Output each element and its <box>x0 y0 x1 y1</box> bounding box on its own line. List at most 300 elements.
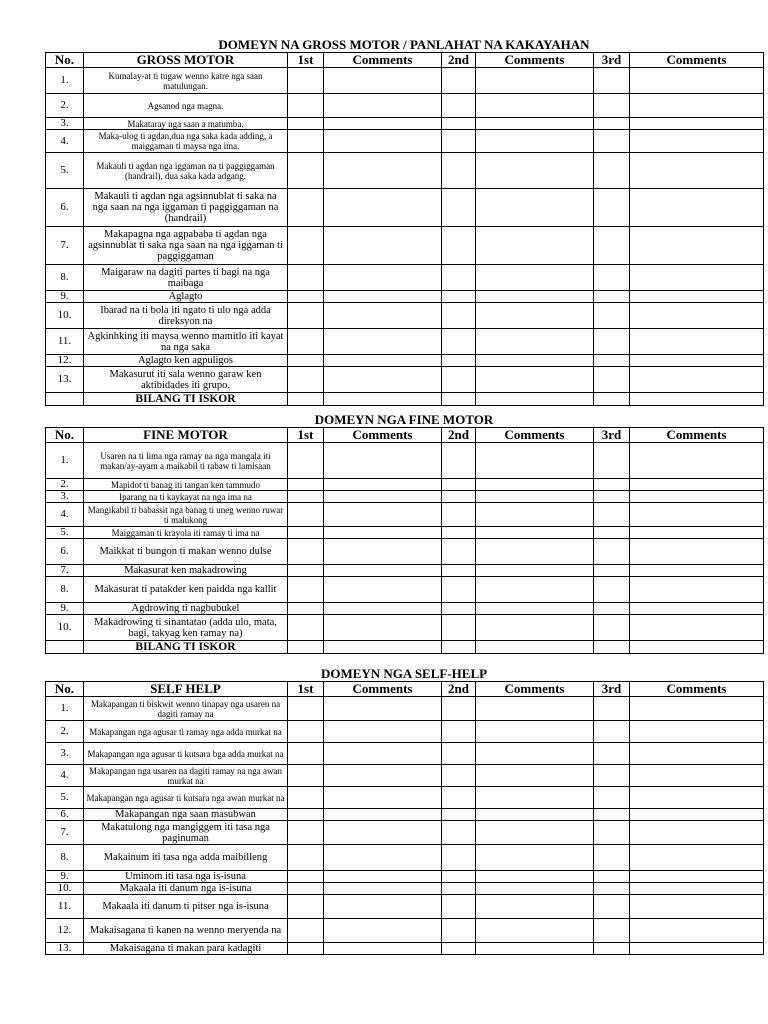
row-number: 6. <box>46 809 84 821</box>
score-1st-cell[interactable] <box>288 189 324 227</box>
comment-2-cell[interactable] <box>476 227 594 265</box>
score-2nd-cell[interactable] <box>442 503 476 527</box>
table-row <box>46 603 764 615</box>
total-score-1st-cell[interactable] <box>288 641 324 654</box>
comment-1-cell[interactable] <box>324 577 442 603</box>
row-number: 1. <box>46 68 84 94</box>
total-comment-3-cell[interactable] <box>630 641 764 654</box>
skill-text: Kumalay-at ti tugaw wenno katre nga saan matulungan. <box>84 68 288 94</box>
table-row <box>46 527 764 539</box>
score-2nd-cell[interactable] <box>442 491 476 503</box>
comment-3-cell[interactable] <box>630 539 764 565</box>
total-score-1st-cell[interactable] <box>288 393 324 406</box>
row-number: 13. <box>46 943 84 955</box>
comment-2-cell[interactable] <box>476 265 594 291</box>
comment-2-cell[interactable] <box>476 943 594 955</box>
total-score-3rd-cell[interactable] <box>594 393 630 406</box>
comment-2-cell[interactable] <box>476 68 594 94</box>
comment-3-cell[interactable] <box>630 721 764 743</box>
comment-1-cell[interactable] <box>324 721 442 743</box>
skill-text: Makataray nga saan a matumba. <box>84 118 288 130</box>
comment-3-cell[interactable] <box>630 153 764 189</box>
comment-1-cell[interactable] <box>324 743 442 765</box>
col-2nd: 2nd <box>442 682 476 697</box>
col-comments-3: Comments <box>630 682 764 697</box>
score-2nd-cell[interactable] <box>442 303 476 329</box>
row-number: 6. <box>46 539 84 565</box>
score-2nd-cell[interactable] <box>442 367 476 393</box>
comment-2-cell[interactable] <box>476 491 594 503</box>
score-3rd-cell[interactable] <box>594 539 630 565</box>
comment-2-cell[interactable] <box>476 895 594 919</box>
comment-1-cell[interactable] <box>324 539 442 565</box>
col-2nd: 2nd <box>442 53 476 68</box>
col-skill: FINE MOTOR <box>84 428 288 443</box>
table-row <box>46 189 764 227</box>
score-2nd-cell[interactable] <box>442 883 476 895</box>
total-score-label: BILANG TI ISKOR <box>84 641 288 654</box>
row-number: 1. <box>46 697 84 721</box>
score-2nd-cell[interactable] <box>442 130 476 153</box>
score-1st-cell[interactable] <box>288 153 324 189</box>
comment-3-cell[interactable] <box>630 845 764 871</box>
comment-2-cell[interactable] <box>476 189 594 227</box>
score-1st-cell[interactable] <box>288 721 324 743</box>
comment-3-cell[interactable] <box>630 329 764 355</box>
total-comment-3-cell[interactable] <box>630 393 764 406</box>
comment-3-cell[interactable] <box>630 577 764 603</box>
comment-1-cell[interactable] <box>324 443 442 479</box>
comment-1-cell[interactable] <box>324 821 442 845</box>
comment-2-cell[interactable] <box>476 577 594 603</box>
score-2nd-cell[interactable] <box>442 94 476 118</box>
score-1st-cell[interactable] <box>288 743 324 765</box>
total-score-2nd-cell[interactable] <box>442 393 476 406</box>
comment-3-cell[interactable] <box>630 527 764 539</box>
score-2nd-cell[interactable] <box>442 68 476 94</box>
score-3rd-cell[interactable] <box>594 883 630 895</box>
comment-3-cell[interactable] <box>630 367 764 393</box>
skill-text: Iparang na ti kaykayat na nga ima na <box>84 491 288 503</box>
score-2nd-cell[interactable] <box>442 153 476 189</box>
comment-2-cell[interactable] <box>476 603 594 615</box>
col-1st: 1st <box>288 682 324 697</box>
col-1st: 1st <box>288 53 324 68</box>
total-row <box>46 641 764 654</box>
score-1st-cell[interactable] <box>288 765 324 787</box>
comment-1-cell[interactable] <box>324 291 442 303</box>
skill-text: Uminom iti tasa nga is-isuna <box>84 871 288 883</box>
score-3rd-cell[interactable] <box>594 603 630 615</box>
skill-text: Makainum iti tasa nga adda maibilleng <box>84 845 288 871</box>
score-3rd-cell[interactable] <box>594 503 630 527</box>
score-2nd-cell[interactable] <box>442 227 476 265</box>
score-1st-cell[interactable] <box>288 503 324 527</box>
table-row <box>46 765 764 787</box>
score-3rd-cell[interactable] <box>594 291 630 303</box>
comment-3-cell[interactable] <box>630 491 764 503</box>
row-number: 3. <box>46 491 84 503</box>
comment-1-cell[interactable] <box>324 809 442 821</box>
comment-1-cell[interactable] <box>324 491 442 503</box>
row-number: 10. <box>46 615 84 641</box>
col-skill: SELF HELP <box>84 682 288 697</box>
score-3rd-cell[interactable] <box>594 153 630 189</box>
score-1st-cell[interactable] <box>288 130 324 153</box>
score-3rd-cell[interactable] <box>594 845 630 871</box>
comment-3-cell[interactable] <box>630 603 764 615</box>
comment-2-cell[interactable] <box>476 743 594 765</box>
comment-2-cell[interactable] <box>476 883 594 895</box>
score-3rd-cell[interactable] <box>594 895 630 919</box>
score-1st-cell[interactable] <box>288 227 324 265</box>
comment-3-cell[interactable] <box>630 895 764 919</box>
score-3rd-cell[interactable] <box>594 189 630 227</box>
comment-1-cell[interactable] <box>324 94 442 118</box>
score-3rd-cell[interactable] <box>594 527 630 539</box>
col-3rd: 3rd <box>594 428 630 443</box>
comment-3-cell[interactable] <box>630 821 764 845</box>
score-3rd-cell[interactable] <box>594 265 630 291</box>
score-2nd-cell[interactable] <box>442 118 476 130</box>
row-number: 2. <box>46 721 84 743</box>
score-1st-cell[interactable] <box>288 527 324 539</box>
score-1st-cell[interactable] <box>288 443 324 479</box>
comment-3-cell[interactable] <box>630 479 764 491</box>
skill-text: Agkinhking iti maysa wenno mamitlo iti kayat na nga saka <box>84 329 288 355</box>
skill-text: Maigaraw na dagiti partes ti bagi na nga maibaga <box>84 265 288 291</box>
comment-1-cell[interactable] <box>324 883 442 895</box>
comment-2-cell[interactable] <box>476 845 594 871</box>
skill-text: Makaisagana ti kanen na wenno meryenda na <box>84 919 288 943</box>
comment-1-cell[interactable] <box>324 565 442 577</box>
col-3rd: 3rd <box>594 53 630 68</box>
comment-2-cell[interactable] <box>476 118 594 130</box>
row-number: 8. <box>46 845 84 871</box>
comment-2-cell[interactable] <box>476 787 594 809</box>
comment-2-cell[interactable] <box>476 527 594 539</box>
comment-2-cell[interactable] <box>476 615 594 641</box>
comment-2-cell[interactable] <box>476 809 594 821</box>
table-row <box>46 821 764 845</box>
comment-3-cell[interactable] <box>630 291 764 303</box>
score-3rd-cell[interactable] <box>594 118 630 130</box>
comment-1-cell[interactable] <box>324 68 442 94</box>
comment-1-cell[interactable] <box>324 479 442 491</box>
comment-3-cell[interactable] <box>630 265 764 291</box>
score-1st-cell[interactable] <box>288 895 324 919</box>
score-3rd-cell[interactable] <box>594 227 630 265</box>
comment-3-cell[interactable] <box>630 68 764 94</box>
skill-text: Makasurat ken makadrowing <box>84 565 288 577</box>
comment-3-cell[interactable] <box>630 697 764 721</box>
score-2nd-cell[interactable] <box>442 565 476 577</box>
comment-3-cell[interactable] <box>630 118 764 130</box>
comment-3-cell[interactable] <box>630 943 764 955</box>
comment-2-cell[interactable] <box>476 479 594 491</box>
comment-2-cell[interactable] <box>476 721 594 743</box>
comment-2-cell[interactable] <box>476 539 594 565</box>
score-1st-cell[interactable] <box>288 809 324 821</box>
comment-1-cell[interactable] <box>324 329 442 355</box>
score-2nd-cell[interactable] <box>442 809 476 821</box>
comment-3-cell[interactable] <box>630 355 764 367</box>
comment-3-cell[interactable] <box>630 883 764 895</box>
score-1st-cell[interactable] <box>288 367 324 393</box>
score-2nd-cell[interactable] <box>442 291 476 303</box>
row-number: 9. <box>46 603 84 615</box>
score-1st-cell[interactable] <box>288 845 324 871</box>
score-2nd-cell[interactable] <box>442 355 476 367</box>
score-2nd-cell[interactable] <box>442 329 476 355</box>
comment-3-cell[interactable] <box>630 565 764 577</box>
score-3rd-cell[interactable] <box>594 765 630 787</box>
score-3rd-cell[interactable] <box>594 367 630 393</box>
score-3rd-cell[interactable] <box>594 943 630 955</box>
skill-text: Makauli ti agdan nga agsinnublat ti saka na nga saan na nga iggaman ti paggiggaman na (handrail) <box>84 189 288 227</box>
total-comment-2-cell[interactable] <box>476 393 594 406</box>
score-1st-cell[interactable] <box>288 94 324 118</box>
comment-3-cell[interactable] <box>630 919 764 943</box>
score-1st-cell[interactable] <box>288 491 324 503</box>
table-row <box>46 845 764 871</box>
row-number: 11. <box>46 895 84 919</box>
score-2nd-cell[interactable] <box>442 721 476 743</box>
comment-3-cell[interactable] <box>630 787 764 809</box>
skill-text: Mapidot ti banag iti tangan ken tammudo <box>84 479 288 491</box>
score-1st-cell[interactable] <box>288 303 324 329</box>
self-help-title: DOMEYN NGA SELF-HELP <box>320 666 488 681</box>
score-3rd-cell[interactable] <box>594 68 630 94</box>
row-number: 3. <box>46 743 84 765</box>
comment-3-cell[interactable] <box>630 765 764 787</box>
score-3rd-cell[interactable] <box>594 919 630 943</box>
comment-2-cell[interactable] <box>476 697 594 721</box>
score-2nd-cell[interactable] <box>442 577 476 603</box>
score-3rd-cell[interactable] <box>594 615 630 641</box>
score-2nd-cell[interactable] <box>442 479 476 491</box>
skill-text: Makapangan ti biskwit wenno tinapay nga usaren na dagiti ramay na <box>84 697 288 721</box>
total-row <box>46 393 764 406</box>
score-2nd-cell[interactable] <box>442 603 476 615</box>
comment-2-cell[interactable] <box>476 367 594 393</box>
score-2nd-cell[interactable] <box>442 787 476 809</box>
comment-3-cell[interactable] <box>630 871 764 883</box>
col-comments-3: Comments <box>630 428 764 443</box>
row-number: 7. <box>46 565 84 577</box>
table-row <box>46 615 764 641</box>
score-2nd-cell[interactable] <box>442 871 476 883</box>
score-1st-cell[interactable] <box>288 577 324 603</box>
comment-1-cell[interactable] <box>324 895 442 919</box>
row-number: 11. <box>46 329 84 355</box>
comment-1-cell[interactable] <box>324 153 442 189</box>
comment-2-cell[interactable] <box>476 919 594 943</box>
gross-motor-title: DOMEYN NA GROSS MOTOR / PANLAHAT NA KAKAYAHAN <box>218 37 590 52</box>
score-1st-cell[interactable] <box>288 697 324 721</box>
comment-2-cell[interactable] <box>476 821 594 845</box>
comment-3-cell[interactable] <box>630 503 764 527</box>
score-3rd-cell[interactable] <box>594 443 630 479</box>
comment-2-cell[interactable] <box>476 329 594 355</box>
score-2nd-cell[interactable] <box>442 265 476 291</box>
score-2nd-cell[interactable] <box>442 615 476 641</box>
table-row <box>46 443 764 479</box>
score-1st-cell[interactable] <box>288 565 324 577</box>
comment-1-cell[interactable] <box>324 845 442 871</box>
table-row <box>46 329 764 355</box>
comment-1-cell[interactable] <box>324 227 442 265</box>
row-number: 7. <box>46 821 84 845</box>
row-number: 9. <box>46 291 84 303</box>
table-row <box>46 291 764 303</box>
fine-motor-table <box>45 427 764 654</box>
score-1st-cell[interactable] <box>288 615 324 641</box>
comment-1-cell[interactable] <box>324 871 442 883</box>
comment-3-cell[interactable] <box>630 615 764 641</box>
score-1st-cell[interactable] <box>288 479 324 491</box>
score-3rd-cell[interactable] <box>594 821 630 845</box>
comment-2-cell[interactable] <box>476 565 594 577</box>
comment-3-cell[interactable] <box>630 189 764 227</box>
comment-3-cell[interactable] <box>630 303 764 329</box>
comment-3-cell[interactable] <box>630 743 764 765</box>
row-number: 3. <box>46 118 84 130</box>
comment-1-cell[interactable] <box>324 527 442 539</box>
score-1st-cell[interactable] <box>288 118 324 130</box>
score-1st-cell[interactable] <box>288 919 324 943</box>
comment-1-cell[interactable] <box>324 943 442 955</box>
score-2nd-cell[interactable] <box>442 943 476 955</box>
score-1st-cell[interactable] <box>288 539 324 565</box>
total-comment-1-cell[interactable] <box>324 641 442 654</box>
total-score-2nd-cell[interactable] <box>442 641 476 654</box>
comment-1-cell[interactable] <box>324 130 442 153</box>
score-2nd-cell[interactable] <box>442 765 476 787</box>
score-1st-cell[interactable] <box>288 265 324 291</box>
score-3rd-cell[interactable] <box>594 479 630 491</box>
row-number: 5. <box>46 787 84 809</box>
comment-1-cell[interactable] <box>324 615 442 641</box>
table-row <box>46 895 764 919</box>
score-3rd-cell[interactable] <box>594 721 630 743</box>
table-row <box>46 153 764 189</box>
comment-2-cell[interactable] <box>476 765 594 787</box>
total-score-3rd-cell[interactable] <box>594 641 630 654</box>
score-3rd-cell[interactable] <box>594 809 630 821</box>
comment-1-cell[interactable] <box>324 303 442 329</box>
score-1st-cell[interactable] <box>288 821 324 845</box>
score-3rd-cell[interactable] <box>594 743 630 765</box>
table-row <box>46 479 764 491</box>
score-3rd-cell[interactable] <box>594 577 630 603</box>
score-2nd-cell[interactable] <box>442 189 476 227</box>
comment-3-cell[interactable] <box>630 443 764 479</box>
table-row <box>46 303 764 329</box>
score-3rd-cell[interactable] <box>594 303 630 329</box>
total-score-label: BILANG TI ISKOR <box>84 393 288 406</box>
score-2nd-cell[interactable] <box>442 821 476 845</box>
comment-3-cell[interactable] <box>630 94 764 118</box>
score-1st-cell[interactable] <box>288 943 324 955</box>
score-1st-cell[interactable] <box>288 329 324 355</box>
row-number: 13. <box>46 367 84 393</box>
score-3rd-cell[interactable] <box>594 787 630 809</box>
comment-1-cell[interactable] <box>324 765 442 787</box>
score-2nd-cell[interactable] <box>442 539 476 565</box>
total-no-cell <box>46 393 84 406</box>
comment-1-cell[interactable] <box>324 603 442 615</box>
self-help-table <box>45 681 764 955</box>
comment-2-cell[interactable] <box>476 291 594 303</box>
comment-2-cell[interactable] <box>476 871 594 883</box>
score-3rd-cell[interactable] <box>594 491 630 503</box>
comment-2-cell[interactable] <box>476 355 594 367</box>
table-row <box>46 265 764 291</box>
comment-2-cell[interactable] <box>476 153 594 189</box>
comment-1-cell[interactable] <box>324 367 442 393</box>
table-row <box>46 565 764 577</box>
score-3rd-cell[interactable] <box>594 329 630 355</box>
comment-1-cell[interactable] <box>324 265 442 291</box>
comment-2-cell[interactable] <box>476 303 594 329</box>
comment-2-cell[interactable] <box>476 94 594 118</box>
col-comments-2: Comments <box>476 428 594 443</box>
comment-1-cell[interactable] <box>324 697 442 721</box>
score-2nd-cell[interactable] <box>442 697 476 721</box>
score-3rd-cell[interactable] <box>594 565 630 577</box>
score-3rd-cell[interactable] <box>594 130 630 153</box>
skill-text: Makasurat ti patakder ken paidda nga kallit <box>84 577 288 603</box>
comment-1-cell[interactable] <box>324 919 442 943</box>
comment-2-cell[interactable] <box>476 443 594 479</box>
score-1st-cell[interactable] <box>288 68 324 94</box>
score-2nd-cell[interactable] <box>442 743 476 765</box>
score-1st-cell[interactable] <box>288 787 324 809</box>
score-3rd-cell[interactable] <box>594 871 630 883</box>
comment-2-cell[interactable] <box>476 503 594 527</box>
comment-3-cell[interactable] <box>630 227 764 265</box>
comment-1-cell[interactable] <box>324 787 442 809</box>
total-comment-1-cell[interactable] <box>324 393 442 406</box>
assessment-form <box>45 38 763 955</box>
score-1st-cell[interactable] <box>288 871 324 883</box>
comment-1-cell[interactable] <box>324 355 442 367</box>
score-1st-cell[interactable] <box>288 883 324 895</box>
score-2nd-cell[interactable] <box>442 895 476 919</box>
score-3rd-cell[interactable] <box>594 94 630 118</box>
score-2nd-cell[interactable] <box>442 443 476 479</box>
comment-3-cell[interactable] <box>630 130 764 153</box>
score-2nd-cell[interactable] <box>442 527 476 539</box>
score-1st-cell[interactable] <box>288 291 324 303</box>
comment-2-cell[interactable] <box>476 130 594 153</box>
comment-1-cell[interactable] <box>324 189 442 227</box>
skill-text: Maiggaman ti krayola iti ramay ti ima na <box>84 527 288 539</box>
total-no-cell <box>46 641 84 654</box>
skill-text: Maka-ulog ti agdan,dua nga saka kada adding, a maiggaman ti maysa nga ima. <box>84 130 288 153</box>
total-comment-2-cell[interactable] <box>476 641 594 654</box>
score-2nd-cell[interactable] <box>442 919 476 943</box>
score-3rd-cell[interactable] <box>594 355 630 367</box>
comment-1-cell[interactable] <box>324 118 442 130</box>
score-1st-cell[interactable] <box>288 603 324 615</box>
score-1st-cell[interactable] <box>288 355 324 367</box>
comment-1-cell[interactable] <box>324 503 442 527</box>
score-2nd-cell[interactable] <box>442 845 476 871</box>
score-3rd-cell[interactable] <box>594 697 630 721</box>
comment-3-cell[interactable] <box>630 809 764 821</box>
